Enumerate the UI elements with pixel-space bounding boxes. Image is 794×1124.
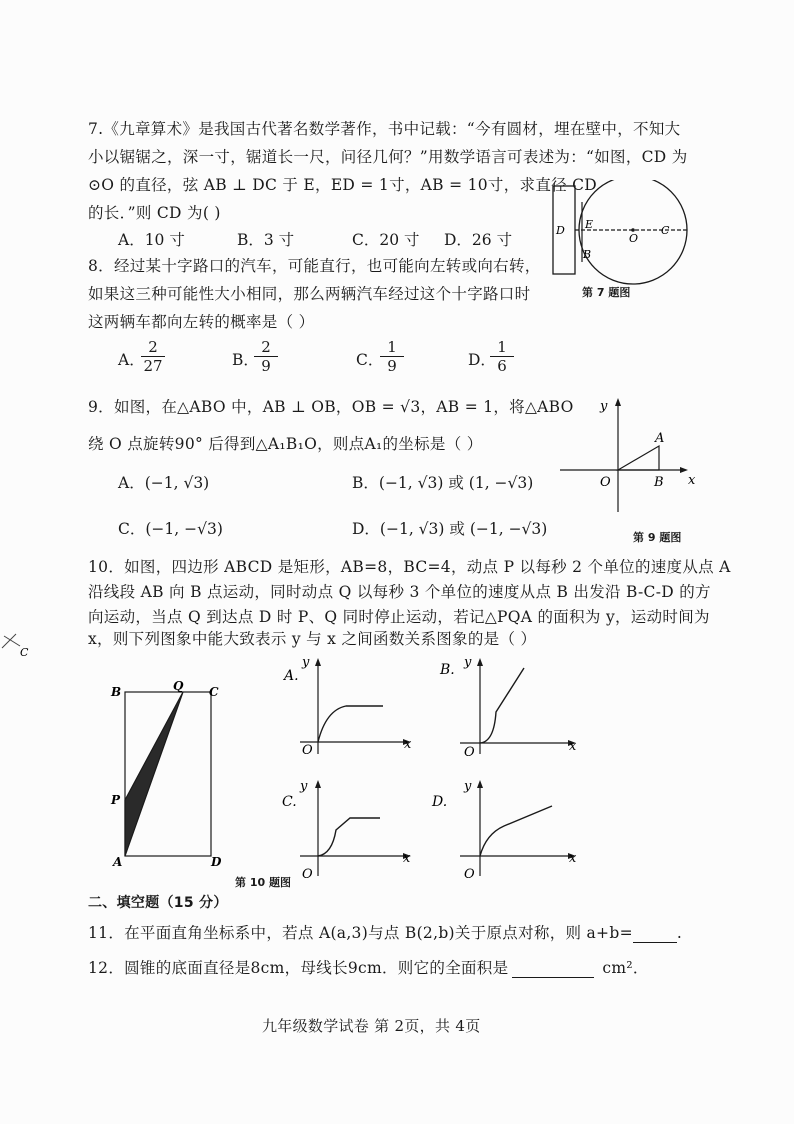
q7-label-e: E [585, 218, 594, 231]
q8-option-b-label: B． [232, 351, 259, 369]
q11-line [88, 923, 682, 943]
q8-b-denominator: 9 [261, 357, 271, 375]
q8-c-denominator: 9 [387, 357, 397, 375]
q8-line3: 这两辆车都向左转的概率是（ ） [88, 313, 315, 331]
q7-label-c: C [661, 224, 670, 237]
q7-line1: 7.《九章算术》是我国古代著名数学著作，书中记载：“今有圆材，埋在壁中，不知大 [88, 120, 681, 138]
q10-graph-a-axis-y: y [302, 655, 310, 670]
q8-d-numerator: 1 [490, 338, 514, 357]
q7-option-c: C．20 寸 [352, 231, 420, 249]
q10-graph-b-axis-x: x [569, 739, 577, 754]
margin-mark [0, 626, 36, 662]
q10-graph-a [280, 650, 420, 760]
q10-graph-c-origin: O [302, 867, 313, 882]
q8-option-a-label: A． [118, 351, 145, 369]
q9-line1: 9．如图，在△ABO 中，AB ⊥ OB，OB = √3，AB = 1，将△ABO [88, 398, 574, 416]
q10-graph-b-label: B. [440, 662, 455, 678]
q9-axis-y: y [600, 399, 608, 414]
q10-line2: 沿线段 AB 向 B 点运动，同时动点 Q 以每秒 3 个单位的速度从点 B 出发沿 B-C-D 的方 [88, 583, 711, 601]
q10-graph-d [430, 772, 590, 882]
q9-option-c: C．(−1, −√3) [118, 520, 223, 538]
q10-line4: x，则下列图象中能大致表示 y 与 x 之间函数关系图象的是（ ） [88, 630, 537, 648]
q7-option-d: D．26 寸 [444, 231, 513, 249]
page-footer: 九年级数学试卷 第 2页，共 4页 [262, 1017, 481, 1035]
section-title: 二、填空题（15 分） [88, 895, 228, 911]
q10-graph-d-axis-y: y [464, 779, 472, 794]
q9-line2: 绕 O 点旋转90° 后得到△A₁B₁O，则点A₁的坐标是（ ） [88, 435, 483, 453]
q10-label-a: A [113, 855, 123, 869]
q8-b-numerator: 2 [254, 338, 278, 357]
q7-option-a: A．10 寸 [118, 231, 185, 249]
q8-option-c-fraction [380, 338, 404, 375]
q9-option-d: D．(−1, √3) 或 (−1, −√3) [352, 520, 548, 538]
q7-line2: 小以锯锯之，深一寸，锯道长一尺，问径几何？”用数学语言可表述为：“如图，CD 为 [88, 148, 688, 166]
q10-label-p: P [111, 793, 121, 807]
q8-option-a-fraction [141, 338, 165, 375]
q10-label-q: Q [173, 679, 184, 693]
q8-line2: 如果这三种可能性大小相同，那么两辆汽车经过这个十字路口时 [88, 285, 531, 303]
q10-graph-b-origin: O [464, 745, 475, 760]
q7-label-d: D [556, 224, 565, 237]
q8-c-numerator: 1 [380, 338, 404, 357]
q10-graph-c-axis-x: x [403, 851, 411, 866]
q9-label-b: B [654, 475, 664, 490]
q8-d-denominator: 6 [497, 357, 507, 375]
q8-line1: 8．经过某十字路口的汽车，可能直行，也可能向左转或向右转， [88, 257, 541, 275]
q9-caption: 第 9 题图 [633, 531, 682, 544]
q7-line4: 的长．”则 CD 为( ) [88, 204, 221, 222]
q10-graph-b-axis-y: y [464, 655, 472, 670]
q7-caption: 第 7 题图 [582, 286, 631, 299]
q9-option-b: B．(−1, √3) 或 (1, −√3) [352, 474, 534, 492]
q7-option-b: B．3 寸 [237, 231, 295, 249]
q7-line3: ⊙O 的直径，弦 AB ⊥ DC 于 E，ED = 1寸，AB = 10寸，求直径 CD [88, 176, 598, 194]
q8-option-d-label: D． [468, 351, 496, 369]
q10-graph-a-origin: O [302, 743, 313, 758]
q9-axis-x: x [688, 473, 696, 488]
q9-origin: O [600, 475, 611, 490]
q9-label-a: A [655, 431, 665, 446]
q10-line3: 向运动，当点 Q 到达点 D 时 P、Q 同时停止运动，若记△PQA 的面积为 y，运动时间为 [88, 608, 710, 626]
q9-option-a: A．(−1, √3) [118, 474, 210, 492]
q10-rectangle-figure [105, 676, 235, 876]
q10-graph-c [280, 772, 420, 882]
q12-unit: cm²． [602, 959, 649, 977]
q12-answer-blank[interactable] [512, 961, 594, 978]
q8-a-numerator: 2 [141, 338, 165, 357]
q10-label-d: D [211, 855, 222, 869]
q11-end: . [676, 924, 683, 942]
q10-graph-a-axis-x: x [404, 737, 412, 752]
q10-graph-c-axis-y: y [300, 779, 308, 794]
q8-a-denominator: 27 [143, 357, 163, 375]
q10-graph-a-label: A. [284, 668, 299, 684]
q10-line1: 10．如图，四边形 ABCD 是矩形，AB=8，BC=4，动点 P 以每秒 2 个单位的速度从点 A [88, 558, 731, 576]
q10-graph-d-origin: O [464, 867, 475, 882]
q9-figure [556, 392, 706, 522]
q11-answer-blank[interactable] [633, 926, 677, 943]
margin-mark-letter: C [20, 646, 29, 659]
q10-graph-b [438, 650, 588, 760]
q7-figure [545, 180, 695, 285]
q7-label-o: O [629, 232, 639, 245]
q7-label-b: B [583, 248, 592, 261]
q8-option-b-fraction [254, 338, 278, 375]
q12-text: 12．圆锥的底面直径是8cm，母线长9cm．则它的全面积是 [88, 959, 509, 977]
q8-option-c-label: C． [356, 351, 384, 369]
q10-label-c: C [209, 685, 219, 699]
q10-graph-d-axis-x: x [569, 851, 577, 866]
q12-line [88, 958, 649, 978]
q8-option-d-fraction [490, 338, 514, 375]
q10-graph-d-label: D. [432, 794, 448, 810]
q10-caption: 第 10 题图 [235, 876, 291, 889]
q10-label-b: B [111, 685, 122, 699]
q11-text: 11．在平面直角坐标系中，若点 A(a,3)与点 B(2,b)关于原点对称，则 a+b= [88, 924, 633, 942]
q10-graph-c-label: C. [282, 794, 297, 810]
